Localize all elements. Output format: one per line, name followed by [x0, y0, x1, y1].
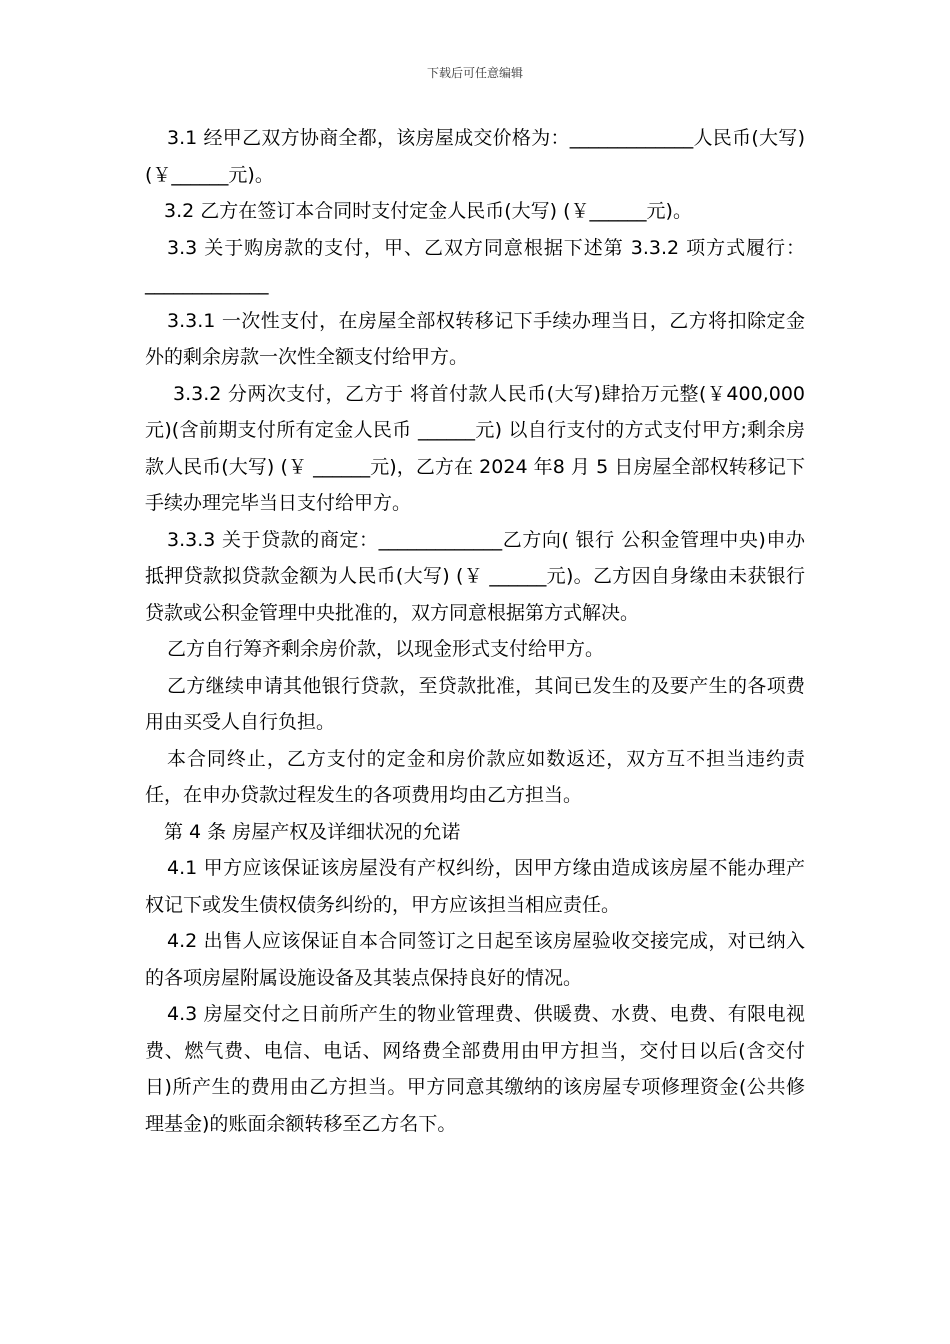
document-body: [145, 120, 805, 1142]
clause-3-3-1: 3.3.1 一次性支付，在房屋全部权转移记下手续办理当日，乙方将扣除定金外的剩余房款一次性全额支付给甲方。: [145, 309, 805, 368]
clause-4-1: 4.1 甲方应该保证该房屋没有产权纠纷，因甲方缘由造成该房屋不能办理产权记下或发生债权债务纠纷的，甲方应该担当相应责任。: [145, 857, 805, 916]
clause-3-1: 3.1 经甲乙双方协商全都，该房屋成交价格为：_____________人民币(大写) (￥______元)。: [145, 127, 805, 186]
clause-4-3: 4.3 房屋交付之日前所产生的物业管理费、供暖费、水费、电费、有限电视费、燃气费、电信、电话、网络费全部费用由甲方担当，交付日以后(含交付日)所产生的费用由乙方担当。甲方同意其缴纳的该房屋专项修理资金(公共修理基金)的账面余额转移至乙方名下。: [145, 1003, 805, 1135]
article-4-heading: 第 4 条 房屋产权及详细状况的允诺: [164, 820, 461, 843]
clause-3-3-3: 3.3.3 关于贷款的商定：_____________乙方向( 银行 公积金管理中央)申办抵押贷款拟贷款金额为人民币(大写) (￥ ______元)。乙方因自身缘由未获银行贷款或公积金管理中央批准的，双方同意根据第方式解决。: [145, 528, 805, 624]
option-self-funding: 乙方自行筹齐剩余房价款，以现金形式支付给甲方。: [167, 638, 605, 660]
clause-3-3-2: 3.3.2 分两次支付，乙方于 将首付款人民币(大写)肆拾万元整(￥400,000 元)(含前期支付所有定金人民币 ______元) 以自行支付的方式支付甲方;剩余房款人民币(大写) (￥ ______元)，乙方在 2024 年8 月 5 日房屋全部权转移记下手续办理完毕当日支付给甲方。: [145, 382, 805, 514]
option-contract-termination: 本合同终止，乙方支付的定金和房价款应如数返还，双方互不担当违约责任，在申办贷款过程发生的各项费用均由乙方担当。: [145, 747, 805, 806]
clause-3-2: 3.2 乙方在签订本合同时支付定金人民币(大写) (￥______元)。: [164, 200, 692, 222]
page-header-note: 下载后可任意编辑: [426, 66, 523, 80]
option-other-bank-loan: 乙方继续申请其他银行贷款，至贷款批准，其间已发生的及要产生的各项费用由买受人自行负担。: [145, 674, 805, 733]
clause-4-2: 4.2 出售人应该保证自本合同签订之日起至该房屋验收交接完成，对已纳入的各项房屋附属设施设备及其装点保持良好的情况。: [145, 930, 805, 989]
clause-3-3: 3.3 关于购房款的支付，甲、乙双方同意根据下述第 3.3.2 项方式履行：_____________: [145, 236, 805, 295]
